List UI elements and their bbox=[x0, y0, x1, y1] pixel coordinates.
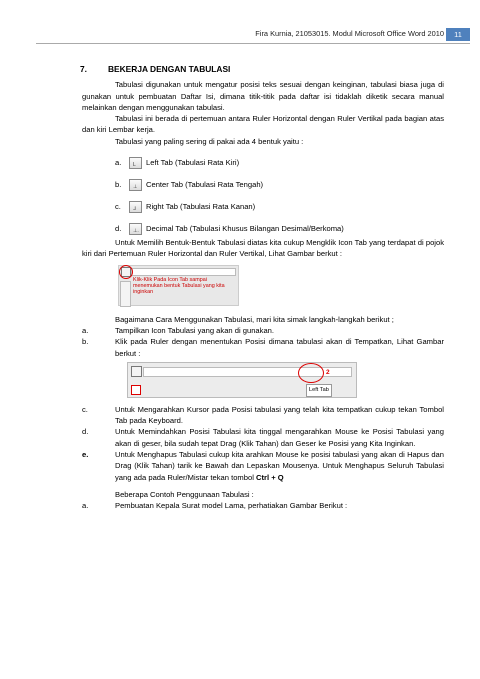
tab-type-label: Left Tab (Tabulasi Rata Kiri) bbox=[146, 157, 240, 167]
intro-paragraph-3: Tabulasi yang paling sering di pakai ada 4 bentuk yaitu : bbox=[115, 136, 304, 146]
highlight-circle bbox=[119, 265, 133, 279]
tab-type-letter: a. bbox=[115, 157, 122, 167]
tab-selector-screenshot bbox=[118, 265, 239, 306]
list-item bbox=[82, 336, 444, 359]
intro-paragraph-1: Tabulasi digunakan untuk mengatur posisi teks sesuai dengan keinginan, tabulasi biasa juga di gunakan untuk pembuatan Daftar Isi, dimana titik-titik pada daftar isi tidaklah diketik secara manual melainkan dengan menggunakan tabulasi. bbox=[82, 80, 444, 112]
list-marker: d. bbox=[82, 427, 89, 437]
tab-type-label: Right Tab (Tabulasi Rata Kanan) bbox=[146, 201, 256, 211]
highlight-square bbox=[131, 385, 141, 395]
tab-type-letter: d. bbox=[115, 223, 122, 233]
highlight-circle bbox=[298, 363, 324, 383]
tab-type-right bbox=[115, 200, 444, 213]
tab-type-letter: b. bbox=[115, 179, 122, 189]
screenshot-caption: Klik-Klik Pada Icon Tab sampai menemukan bentuk Tabulasi yang kita inginkan bbox=[133, 276, 225, 296]
list-text: Pembuatan Kepala Surat model Lama, perhatiakan Gambar Berikut : bbox=[115, 501, 348, 511]
right-tab-icon: ⅃ bbox=[129, 201, 142, 213]
list-marker: c. bbox=[82, 404, 88, 414]
left-tab-tooltip: Left Tab bbox=[306, 384, 332, 397]
list-marker: e. bbox=[82, 450, 89, 460]
list-text: Klik pada Ruler dengan menentukan Posisi dimana tabulasi akan di Tempatkan, Lihat Gambar berkut : bbox=[115, 337, 444, 358]
list-item bbox=[82, 325, 444, 336]
page-header bbox=[0, 28, 480, 44]
list-marker: b. bbox=[82, 337, 89, 347]
page-body bbox=[82, 64, 444, 512]
list-item bbox=[82, 500, 444, 511]
list-marker: a. bbox=[82, 501, 89, 511]
list-text: Untuk Menghapus Tabulasi cukup kita arahkan Mouse ke posisi tabulasi yang akan di Hapus dan Drag (Klik Tahan) tarik ke Bawah dan Lepaskan Mousenya. Untuk Menghapus Seluruh Tabulasi yang ada pada Ruler/Mistar tekan tombol bbox=[115, 450, 444, 482]
left-tab-icon: L bbox=[129, 157, 142, 169]
center-tab-icon: ⊥ bbox=[129, 179, 142, 191]
examples-intro: Beberapa Contoh Penggunaan Tabulasi : bbox=[115, 489, 254, 499]
header-text: Fira Kurnia, 21053015. Modul Microsoft Office Word 2010 bbox=[255, 29, 444, 38]
header-rule bbox=[36, 43, 470, 44]
page-number: 11 bbox=[446, 28, 470, 41]
list-text: Tampilkan Icon Tabulasi yang akan di gunakan. bbox=[115, 325, 275, 335]
intro-paragraph-2: Tabulasi ini berada di pertemuan antara Ruler Horizontal dengan Ruler Vertikal pada bagian atas dan kiri Lembar kerja. bbox=[82, 114, 444, 135]
list-marker: a. bbox=[82, 325, 89, 335]
tab-type-label: Center Tab (Tabulasi Rata Tengah) bbox=[146, 179, 264, 189]
tab-type-letter: c. bbox=[115, 201, 121, 211]
section-title bbox=[82, 64, 444, 75]
examples-list bbox=[82, 500, 444, 511]
section-number: 7. bbox=[80, 64, 87, 74]
tab-selector-icon bbox=[131, 366, 142, 377]
vertical-ruler bbox=[120, 281, 131, 307]
list-item bbox=[82, 426, 444, 449]
list-text: Untuk Mengarahkan Kursor pada Posisi tabulasi yang telah kita tempatkan cukup tekan Tombol Tab pada Keyboard. bbox=[115, 404, 444, 426]
choose-paragraph: Untuk Memilih Bentuk-Bentuk Tabulasi diatas kita cukup Mengklik Icon Tab yang terdapat di pojok kiri dari Pertemuan Ruler Horizontal dan Ruler Vertikal, Lihat Gambar berkut : bbox=[82, 238, 444, 259]
list-item bbox=[82, 449, 444, 483]
list-text: Untuk Memindahkan Posisi Tabulasi kita tinggal mengarahkan Mouse ke Posisi Tabulasi yang akan di geser, bila sudah tepat Drag (Klik Tahan) dan Geser ke Posisi yang Kita Inginkan. bbox=[115, 427, 444, 448]
ruler-screenshot bbox=[127, 362, 357, 398]
decimal-tab-icon: ⊥. bbox=[129, 223, 142, 235]
keyboard-shortcut: Ctrl + Q bbox=[256, 472, 284, 482]
callout-number-2: 2 bbox=[326, 368, 330, 376]
usage-intro: Bagaimana Cara Menggunakan Tabulasi, mari kita simak langkah-langkah berikut ; bbox=[115, 314, 394, 324]
tab-type-label: Decimal Tab (Tabulasi Khusus Bilangan Desimal/Berkoma) bbox=[146, 223, 344, 233]
steps-list-continued bbox=[82, 404, 444, 483]
tab-type-decimal bbox=[115, 222, 444, 235]
horizontal-ruler bbox=[131, 268, 236, 276]
list-item bbox=[82, 404, 444, 427]
tab-type-center bbox=[115, 178, 444, 191]
steps-list bbox=[82, 325, 444, 359]
section-heading: BEKERJA DENGAN TABULASI bbox=[108, 64, 231, 74]
tab-type-left bbox=[115, 156, 444, 169]
